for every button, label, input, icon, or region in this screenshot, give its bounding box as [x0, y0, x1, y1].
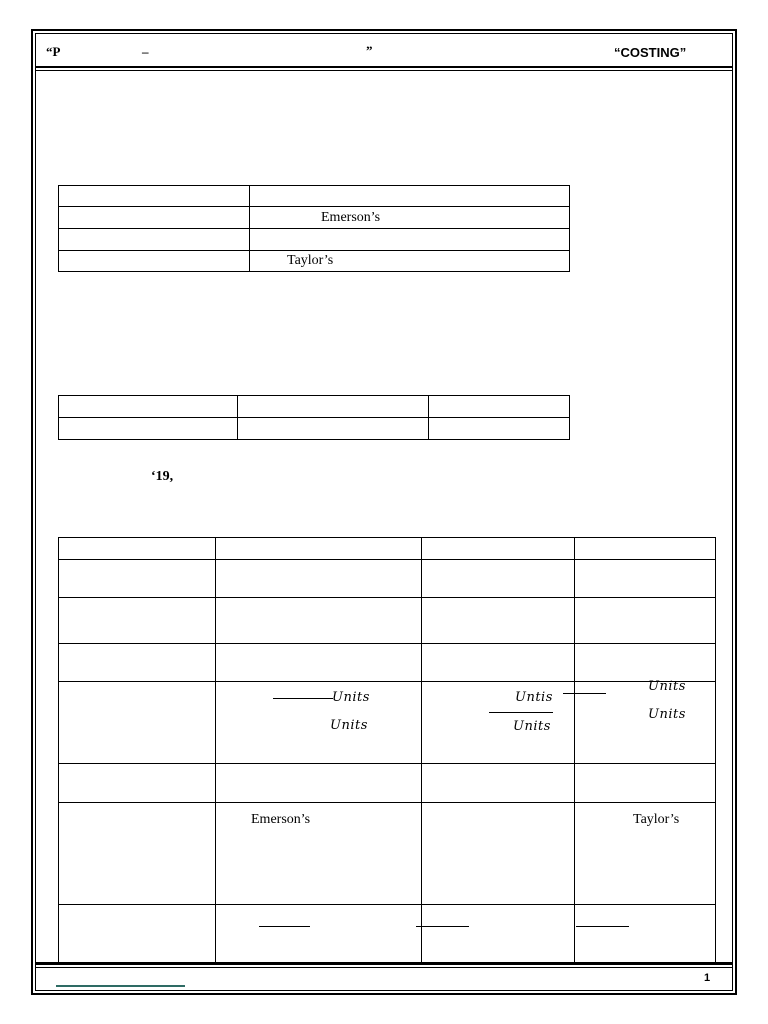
table-row: [59, 186, 570, 207]
table-row: [59, 251, 570, 272]
table-cell: [216, 538, 422, 560]
units-label: Untis: [515, 690, 553, 705]
table-cell: [59, 186, 250, 207]
table-row-units: [59, 682, 716, 764]
table-cell: [59, 905, 216, 964]
header-dash: –: [142, 44, 149, 59]
table-cell: [575, 905, 716, 964]
table-cell: [216, 644, 422, 682]
table-cell: [238, 396, 429, 418]
taylor-label: Taylor’s: [633, 812, 680, 827]
header-rule: [35, 66, 733, 68]
year-note: ‘19,: [151, 469, 174, 484]
fraction-line: [489, 712, 553, 713]
emerson-label: Emerson’s: [251, 812, 311, 827]
header-rule-thin: [35, 70, 733, 71]
blank-line: [576, 926, 629, 927]
table-cell: [216, 598, 422, 644]
table-cell: [575, 598, 716, 644]
page-number: 1: [704, 972, 711, 984]
units-label: Units: [330, 718, 368, 733]
table-cell: [575, 803, 716, 905]
header-quote-p: “P: [46, 44, 61, 59]
table-cell: [216, 905, 422, 964]
table-cell-emerson: Emerson’s: [250, 207, 570, 229]
table-cell: [59, 538, 216, 560]
table-three-column: [58, 395, 570, 440]
table-cell: [250, 186, 570, 207]
table-row: [59, 229, 570, 251]
table-cell: [250, 229, 570, 251]
table-row: [59, 418, 570, 440]
blank-line: [416, 926, 469, 927]
table-cell: [575, 560, 716, 598]
table-cell: [575, 764, 716, 803]
blank-line: [259, 926, 310, 927]
table-cell: [422, 538, 575, 560]
table-row: [59, 905, 716, 964]
table-row: [59, 538, 716, 560]
table-cell-taylor: Taylor’s: [250, 251, 570, 272]
units-label: Units: [648, 679, 686, 694]
table-cell: [422, 764, 575, 803]
table-cell: [59, 682, 216, 764]
table-cell: [59, 560, 216, 598]
table-cell: [59, 251, 250, 272]
table-cell: [59, 764, 216, 803]
footer-rule-thin: [35, 967, 733, 968]
table-cell: [216, 560, 422, 598]
table-cell: [575, 538, 716, 560]
table-cell: [216, 803, 422, 905]
table-cell: [422, 644, 575, 682]
table-cell: [422, 560, 575, 598]
units-label: Units: [648, 707, 686, 722]
table-cell: [422, 905, 575, 964]
header-close-quote: ”: [366, 43, 373, 58]
table-cell: [59, 644, 216, 682]
fraction-line: [273, 698, 333, 699]
table-cell: [59, 207, 250, 229]
table-cell: [59, 396, 238, 418]
table-cell: [59, 598, 216, 644]
footer-link-underline[interactable]: [56, 985, 185, 987]
table-cell-units: [422, 682, 575, 764]
table-row: [59, 598, 716, 644]
table-row: [59, 396, 570, 418]
table-cell-units: [216, 682, 422, 764]
table-cell: [238, 418, 429, 440]
units-label: Units: [332, 690, 370, 705]
table-cell: [422, 803, 575, 905]
table-cell: [59, 229, 250, 251]
table-row: [59, 644, 716, 682]
header-costing: “COSTING”: [614, 45, 687, 60]
table-row: [59, 803, 716, 905]
table-cell: [59, 803, 216, 905]
table-cell-units: [575, 679, 716, 764]
footer-rule: [35, 962, 733, 965]
table-cell: [422, 598, 575, 644]
table-cell: [429, 396, 570, 418]
table-row: [59, 560, 716, 598]
table-row: [59, 207, 570, 229]
table-cell: [429, 418, 570, 440]
table-emerson-taylor: [58, 185, 570, 272]
table-cell: [575, 644, 716, 682]
table-row: [59, 764, 716, 803]
table-comparison: [58, 537, 716, 964]
units-label: Units: [513, 719, 551, 734]
table-cell: [59, 418, 238, 440]
table-cell: [216, 764, 422, 803]
